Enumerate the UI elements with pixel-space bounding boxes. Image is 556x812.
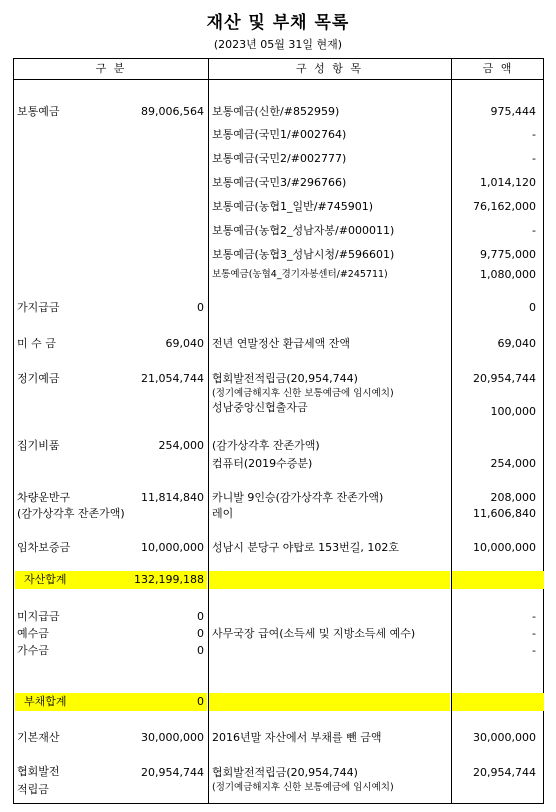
row-detail-fixed-deposit: 협회발전적립금(20,954,744) bbox=[212, 372, 358, 385]
column-divider bbox=[208, 59, 209, 803]
row-amount-capital: 30,000,000 bbox=[473, 731, 536, 744]
deposit-item-amount: - bbox=[532, 224, 536, 237]
row-label-withholding: 예수금 bbox=[17, 627, 49, 640]
deposit-item-name: 보통예금(농협4_경기자봉센터/#245711) bbox=[212, 269, 388, 280]
header-amount: 금 액 bbox=[482, 62, 514, 75]
row-amount-receivable: 69,040 bbox=[497, 337, 536, 350]
asset-liability-table bbox=[13, 58, 544, 804]
row-label-fixed-deposit: 정기예금 bbox=[17, 372, 60, 385]
row-sublabel-vehicles: (감가상각후 잔존가액) bbox=[17, 507, 125, 520]
row-value-lease-deposit: 10,000,000 bbox=[141, 541, 204, 554]
liability-total-highlight bbox=[209, 693, 450, 711]
row-label-unpaid: 미지급금 bbox=[17, 610, 60, 623]
liability-dash: - bbox=[532, 610, 536, 623]
row-label-prepaid: 가지급금 bbox=[17, 301, 60, 314]
row-value-deposits: 89,006,564 bbox=[141, 105, 204, 118]
row-detail-capital: 2016년말 자산에서 부채를 뺀 금액 bbox=[212, 731, 382, 744]
deposit-item-name: 보통예금(농협1_일반/#745901) bbox=[212, 200, 374, 213]
row-amount-lease-deposit: 10,000,000 bbox=[473, 541, 536, 554]
deposit-item-name: 보통예금(농협3_성남시청/#596601) bbox=[212, 248, 395, 261]
row-value-withholding: 0 bbox=[197, 627, 204, 640]
header-detail: 구 성 항 목 bbox=[296, 62, 363, 75]
row-value-fixtures: 254,000 bbox=[158, 439, 204, 452]
row-label-lease-deposit: 임차보증금 bbox=[17, 541, 71, 554]
as-of-date: (2023년 05월 31일 현재) bbox=[213, 38, 343, 51]
asset-total-value: 132,199,188 bbox=[134, 573, 204, 586]
deposit-item-amount: 1,014,120 bbox=[480, 176, 536, 189]
deposit-item-amount: - bbox=[532, 128, 536, 141]
asset-total-highlight bbox=[452, 571, 544, 589]
row-label-suspense: 가수금 bbox=[17, 644, 49, 657]
row-value-vehicles: 11,814,840 bbox=[141, 491, 204, 504]
liability-total-label: 부채합계 bbox=[24, 695, 67, 708]
row-detail-credit-union: 성남중앙신협출자금 bbox=[212, 401, 308, 414]
deposit-item-name: 보통예금(국민2/#002777) bbox=[212, 152, 347, 165]
row-amount-fixed-deposit: 20,954,744 bbox=[473, 372, 536, 385]
row-detail-computer: 컴퓨터(2019수증분) bbox=[212, 457, 313, 470]
document-title: 재산 및 부채 목록 bbox=[206, 13, 350, 33]
liability-total-highlight bbox=[452, 693, 544, 711]
deposit-item-name: 보통예금(국민1/#002764) bbox=[212, 128, 347, 141]
row-detail-reserve: 협회발전적립금(20,954,744) bbox=[212, 766, 358, 779]
row-label-reserve: 협회발전 bbox=[17, 765, 60, 778]
row-detail-receivable: 전년 연말정산 환급세액 잔액 bbox=[212, 337, 351, 350]
row-value-reserve: 20,954,744 bbox=[141, 766, 204, 779]
row-label-vehicles: 차량운반구 bbox=[17, 491, 71, 504]
column-divider bbox=[451, 59, 452, 803]
row-detail-fixtures: (감가상각후 잔존가액) bbox=[212, 439, 320, 452]
row-note-fixed-deposit: (정기예금해지후 신한 보통예금에 임시예치) bbox=[212, 388, 394, 399]
row-amount-credit-union: 100,000 bbox=[490, 405, 536, 418]
deposit-item-amount: 9,775,000 bbox=[480, 248, 536, 261]
row-amount-prepaid: 0 bbox=[529, 301, 536, 314]
deposit-item-amount: 975,444 bbox=[490, 105, 536, 118]
row-label-receivable: 미 수 금 bbox=[17, 337, 56, 350]
row-detail-carnival: 카니발 9인승(감가상각후 잔존가액) bbox=[212, 491, 384, 504]
deposit-item-name: 보통예금(국민3/#296766) bbox=[212, 176, 347, 189]
row-value-fixed-deposit: 21,054,744 bbox=[141, 372, 204, 385]
row-detail-withholding: 사무국장 급여(소득세 및 지방소득세 예수) bbox=[212, 627, 416, 640]
liability-dash: - bbox=[532, 627, 536, 640]
asset-total-highlight bbox=[209, 571, 450, 589]
header-category: 구 분 bbox=[95, 62, 127, 75]
row-value-suspense: 0 bbox=[197, 644, 204, 657]
row-value-capital: 30,000,000 bbox=[141, 731, 204, 744]
liability-total-value: 0 bbox=[197, 695, 204, 708]
header-divider bbox=[14, 79, 543, 80]
deposit-item-amount: 76,162,000 bbox=[473, 200, 536, 213]
row-note-reserve: (정기예금해지후 신한 보통예금에 임시예치) bbox=[212, 782, 394, 793]
liability-dash: - bbox=[532, 644, 536, 657]
deposit-item-name: 보통예금(농협2_성남자봉/#000011) bbox=[212, 224, 395, 237]
deposit-item-name: 보통예금(신한/#852959) bbox=[212, 105, 340, 118]
deposit-item-amount: - bbox=[532, 152, 536, 165]
row-label-deposits: 보통예금 bbox=[17, 105, 60, 118]
row-value-prepaid: 0 bbox=[197, 301, 204, 314]
row-detail-lease-deposit: 성남시 분당구 야탑로 153번길, 102호 bbox=[212, 541, 399, 554]
row-amount-computer: 254,000 bbox=[490, 457, 536, 470]
row-value-receivable: 69,040 bbox=[165, 337, 204, 350]
row-amount-ray: 11,606,840 bbox=[473, 507, 536, 520]
row-value-unpaid: 0 bbox=[197, 610, 204, 623]
asset-total-label: 자산합계 bbox=[24, 573, 67, 586]
row-detail-ray: 레이 bbox=[212, 507, 234, 520]
row-amount-carnival: 208,000 bbox=[490, 491, 536, 504]
deposit-item-amount: 1,080,000 bbox=[480, 268, 536, 281]
row-label-fixtures: 집기비품 bbox=[17, 439, 60, 452]
row-sublabel-reserve: 적립금 bbox=[17, 783, 49, 796]
row-label-capital: 기본재산 bbox=[17, 731, 60, 744]
row-amount-reserve: 20,954,744 bbox=[473, 766, 536, 779]
